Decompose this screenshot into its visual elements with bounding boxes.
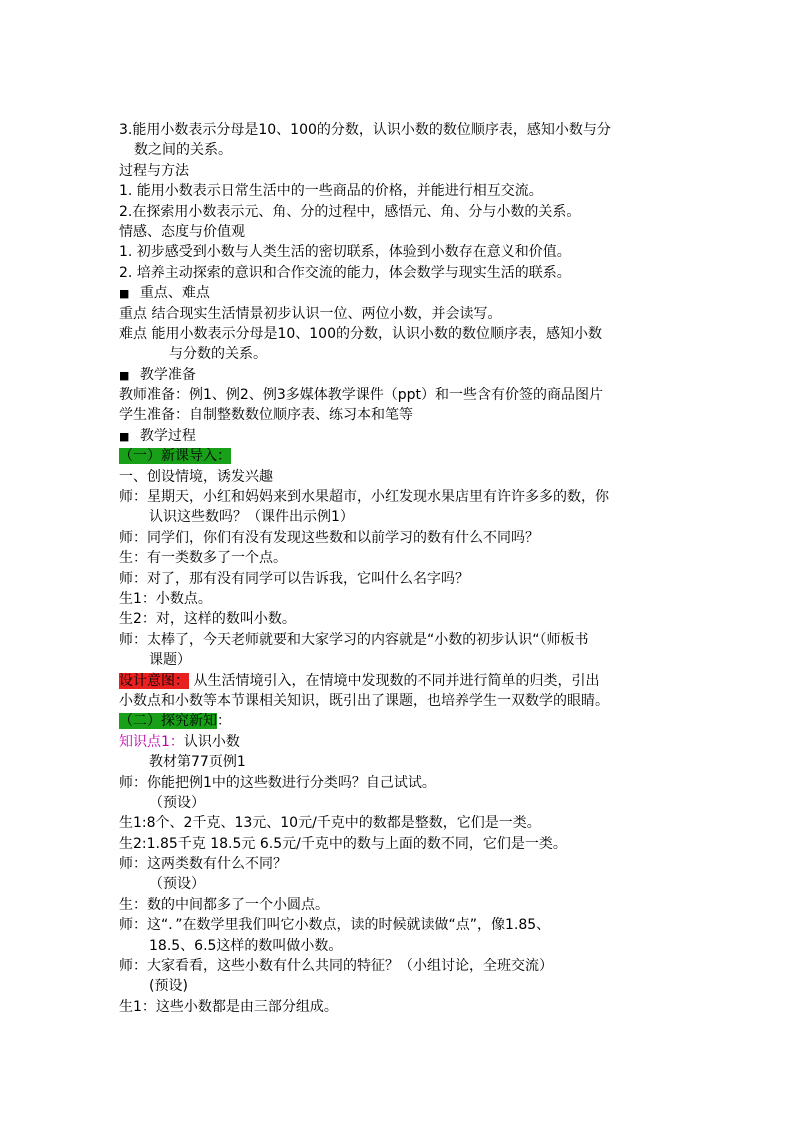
preset-1: （预设） bbox=[149, 794, 205, 811]
preset-2: （预设） bbox=[149, 876, 205, 893]
teacher-line-8: 师：大家看看，这些小数有什么共同的特征？（小组讨论，全班交流） bbox=[119, 958, 553, 975]
student-line-6: 生：数的中间都多了一个小圆点。 bbox=[119, 896, 329, 913]
student-line-7: 生1：这些小数都是由三部分组成。 bbox=[119, 998, 338, 1015]
student-line-5: 生2:1.85千克 18.5元 6.5元/千克中的数与上面的数不同，它们是一类。 bbox=[119, 835, 567, 852]
emotion-item-1: 1. 初步感受到小数与人类生活的密切联系，体验到小数存在意义和价值。 bbox=[119, 244, 571, 261]
teacher-preparation: 教师准备：例1、例2、例3多媒体教学课件（ppt）和一些含有价签的商品图片 bbox=[119, 387, 603, 404]
design-intent-continuation: 小数点和小数等本节课相关知识，既引出了课题，也培养学生一双数学的眼睛。 bbox=[119, 692, 609, 709]
process-method-heading: 过程与方法 bbox=[119, 162, 189, 179]
emotion-item-2: 2. 培养主动探索的意识和合作交流的能力，体会数学与现实生活的联系。 bbox=[119, 264, 571, 281]
teacher-line-5: 师：你能把例1中的这些数进行分类吗？自己试试。 bbox=[119, 774, 436, 791]
section-1-heading bbox=[119, 446, 679, 466]
section-2-highlight: （二）探究新知 bbox=[119, 713, 217, 730]
key-difficult-title: 重点、难点 bbox=[139, 285, 210, 302]
student-line-4: 生1:8个、2千克、13元、10元/千克中的数都是整数，它们是一类。 bbox=[119, 815, 541, 832]
lesson-plan-body bbox=[119, 120, 679, 1017]
knowledge-point-1 bbox=[119, 732, 679, 752]
emotion-heading: 情感、态度与价值观 bbox=[119, 223, 245, 240]
teacher-line-4-continuation: 课题） bbox=[149, 652, 191, 669]
student-line-1: 生：有一类数多了一个点。 bbox=[119, 550, 287, 567]
key-difficult-heading bbox=[119, 283, 679, 303]
teacher-line-1-continuation: 认识这些数吗？（课件出示例1） bbox=[149, 509, 354, 526]
teacher-line-6: 师：这两类数有什么不同？ bbox=[119, 856, 287, 873]
process-item-2: 2.在探索用小数表示元、角、分的过程中，感悟元、角、分与小数的关系。 bbox=[119, 203, 581, 220]
section-2-heading bbox=[119, 711, 679, 731]
key-point-line: 重点 结合现实生活情景初步认识一位、两位小数，并会读写。 bbox=[119, 305, 502, 322]
student-line-2: 生1：小数点。 bbox=[119, 590, 212, 607]
preparation-title: 教学准备 bbox=[139, 366, 196, 383]
square-bullet-icon: ■ bbox=[119, 429, 130, 443]
knowledge-point-text: 认识小数 bbox=[183, 733, 240, 750]
teacher-line-7: 师：这“．”在数学里我们叫它小数点，读的时候就读做“点”，像1.85、 bbox=[119, 917, 551, 934]
section-2-colon: ： bbox=[217, 713, 231, 730]
square-bullet-icon: ■ bbox=[119, 368, 130, 382]
goal-3-line: 3.能用小数表示分母是10、100的分数，认识小数的数位顺序表，感知小数与分 bbox=[119, 122, 611, 138]
teacher-line-2: 师：同学们，你们有没有发现这些数和以前学习的数有什么不同吗？ bbox=[119, 529, 539, 546]
teacher-line-7-continuation: 18.5、6.5这样的数叫做小数。 bbox=[149, 937, 343, 954]
teacher-line-1: 师：星期天，小红和妈妈来到水果超市，小红发现水果店里有许许多多的数，你 bbox=[119, 489, 609, 506]
teaching-process-title: 教学过程 bbox=[139, 427, 196, 444]
teacher-line-4: 师：太棒了，今天老师就要和大家学习的内容就是“小数的初步认识“（师板书 bbox=[119, 631, 589, 648]
student-line-3: 生2：对，这样的数叫小数。 bbox=[119, 611, 296, 628]
hard-point-line: 难点 能用小数表示分母是10、100的分数，认识小数的数位顺序表，感知小数 bbox=[119, 325, 602, 342]
hard-point-continuation: 与分数的关系。 bbox=[169, 346, 267, 363]
preset-3: (预设) bbox=[149, 978, 188, 995]
teaching-process-heading bbox=[119, 426, 679, 446]
section-1-highlight: （一）新课导入： bbox=[119, 448, 231, 465]
design-intent-text: 从生活情境引入，在情境中发现数的不同并进行简单的归类，引出 bbox=[193, 672, 600, 689]
square-bullet-icon: ■ bbox=[119, 287, 130, 301]
intro-heading: 一、创设情境，诱发兴趣 bbox=[119, 468, 273, 485]
teacher-line-3: 师：对了，那有没有同学可以告诉我，它叫什么名字吗？ bbox=[119, 570, 469, 587]
preparation-heading bbox=[119, 365, 679, 385]
student-preparation: 学生准备：自制整数数位顺序表、练习本和笔等 bbox=[119, 407, 413, 424]
textbook-reference: 教材第77页例1 bbox=[149, 754, 246, 771]
process-item-1: 1. 能用小数表示日常生活中的一些商品的价格，并能进行相互交流。 bbox=[119, 183, 543, 200]
knowledge-point-label: 知识点1： bbox=[119, 733, 184, 750]
design-intent-line bbox=[119, 671, 679, 691]
goal-3-continuation: 数之间的关系。 bbox=[134, 142, 232, 159]
design-intent-tag: 设计意图： bbox=[119, 672, 189, 689]
